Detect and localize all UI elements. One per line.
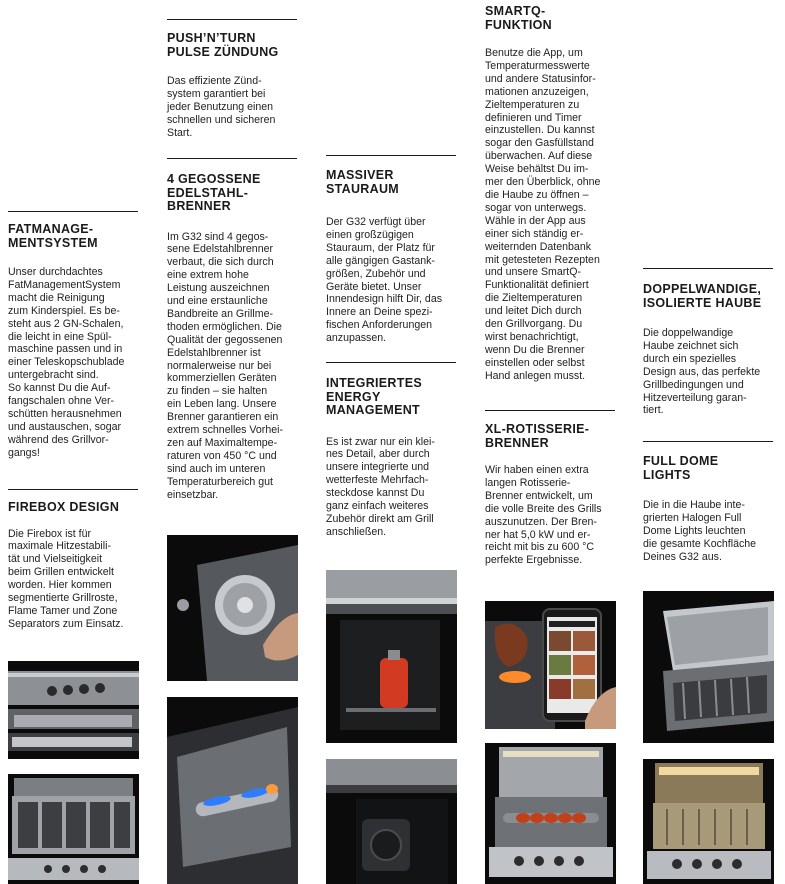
section-title: PUSH’N’TURN PULSE ZÜNDUNG (167, 31, 279, 59)
section-firebox (8, 501, 143, 631)
burner-flame-illustration (167, 697, 298, 884)
power-socket-illustration (326, 759, 457, 884)
section-smartq (485, 5, 620, 383)
section-text: Es ist zwar nur ein klei- nes Detail, aber durch unsere integrierte und wetterfeste Mehrfach- steckdose kannst Du ganz einfach weiteres Zubehör direkt am Grill anschließen. (326, 435, 435, 538)
smartq-app-illustration (485, 601, 616, 729)
section-text: Die doppelwandige Haube zeichnet sich durch ein spezielles Design aus, das perfekte Grillbedingungen und Hitzeverteilung garan- tiert. (643, 327, 761, 417)
section-dome (643, 455, 778, 564)
divider (167, 158, 297, 159)
double-wall-hood-illustration (643, 591, 774, 743)
section-doppelwandig (643, 283, 778, 417)
section-text: Benutze die App, um Temperaturmesswerte und andere Statusinfor- mationen anzuzeigen, Zieltemperaturen zu definieren und Timer einzustellen. Du kannst sogar den Gasfüllstand überwachen. Auf diese Weise behältst Du im- mer den Überblick, ohne die Haube zu öffnen – sogar von unterwegs. Wähle in der App aus einer sich ständig er- weiternden Datenbank mit getesteten Rezepten und unsere SmartQ- Funktionalität definiert die Zieltemperaturen und leitet Dich durch den Grillvorgang. Du wirst benachrichtigt, wenn Du die Brenner einstellen oder selbst Hand anlegen musst. (485, 47, 601, 382)
divider (485, 410, 615, 411)
section-title: FULL DOME LIGHTS (643, 454, 719, 482)
section-energy (326, 377, 461, 539)
photo-double-wall-hood (643, 591, 774, 743)
photo-firebox-grates (8, 774, 139, 884)
section-text: Das effiziente Zünd- system garantiert bei jeder Benutzung einen schnellen und sicheren Start. (167, 75, 276, 139)
photo-full-dome-lights (643, 759, 774, 884)
photo-ignition-knob (167, 535, 298, 681)
storage-cabinet-illustration (326, 570, 457, 743)
photo-burner-flame (167, 697, 298, 884)
divider (643, 441, 773, 442)
divider (326, 155, 456, 156)
section-text: Die Firebox ist für maximale Hitzestabili- tät und Vielseitigkeit beim Grillen entwickelt worden. Hier kommen segmentierte Grillroste, Flame Tamer und Zone Separators zum Einsatz. (8, 527, 124, 630)
photo-storage-cabinet (326, 570, 457, 743)
grill-drawer-illustration (8, 661, 139, 759)
rotisserie-burner-illustration (485, 743, 616, 884)
section-text: Die in die Haube inte- grierten Halogen Full Dome Lights leuchten die gesamte Kochfläche Deines G32 aus. (643, 499, 757, 563)
section-title: 4 GEGOSSENE EDELSTAHL- BRENNER (167, 172, 261, 213)
full-dome-lights-illustration (643, 759, 774, 884)
section-title: FATMANAGE- MENTSYSTEM (8, 222, 98, 250)
ignition-knob-illustration (167, 535, 298, 681)
section-pushnturn (167, 32, 302, 140)
section-rotisserie (485, 423, 620, 567)
photo-grill-drawer (8, 661, 139, 759)
photo-rotisserie-burner (485, 743, 616, 884)
photo-power-socket (326, 759, 457, 884)
photo-smartq-app (485, 601, 616, 729)
firebox-grates-illustration (8, 774, 139, 884)
section-title: XL-ROTISSERIE- BRENNER (485, 422, 590, 450)
divider (8, 489, 138, 490)
section-title: INTEGRIERTES ENERGY MANAGEMENT (326, 376, 422, 417)
divider (167, 19, 297, 20)
section-title: FIREBOX DESIGN (8, 500, 120, 514)
section-text: Der G32 verfügt über einen großzügigen Stauraum, der Platz für alle gängigen Gastank- größen, Zubehör und Geräte bietet. Unser Innendesign hilft Dir, das Innere an Deine spezi- fischen Anforderungen anzupassen. (326, 216, 443, 345)
section-fatmanagement (8, 223, 143, 460)
section-brenner (167, 173, 302, 502)
section-title: MASSIVER STAURAUM (326, 168, 399, 196)
section-stauraum (326, 169, 461, 345)
divider (8, 211, 138, 212)
divider (326, 362, 456, 363)
section-title: SMARTQ- FUNKTION (485, 4, 552, 32)
section-text: Wir haben einen extra langen Rotisserie- Brenner entwickelt, um die volle Breite des Grills auszunutzen. Der Bren- ner hat 5,0 kW und er- reicht mit bis zu 600 °C perfekte Ergebnisse. (485, 464, 602, 567)
section-text: Unser durchdachtes FatManagementSystem macht die Reinigung zum Kinderspiel. Es be- steht aus 2 GN-Schalen, die leicht in eine Spül- maschine passen und in einer Teleskopschublade untergebracht sind. So kannst Du die Auf- fangschalen ohne Ver- schütten herausnehmen und austauschen, sogar während des Grillvor- gangs! (8, 266, 125, 459)
section-title: DOPPELWANDIGE, ISOLIERTE HAUBE (643, 282, 762, 310)
divider (643, 268, 773, 269)
section-text: Im G32 sind 4 gegos- sene Edelstahlbrenner verbaut, die sich durch eine extrem hohe Leistung auszeichnen und eine erstaunliche Bandbreite an Grillme- thoden ermöglichen. Die Qualität der gegossenen Edelstahlbrenner ist normalerweise nur bei kommerziellen Geräten zu finden – sie halten ein Leben lang. Unsere Brenner garantieren ein extrem schnelles Vorhei- zen auf Maximaltempe- raturen von 450 °C und sind auch im unteren Temperaturbereich gut einsetzbar. (167, 230, 283, 501)
